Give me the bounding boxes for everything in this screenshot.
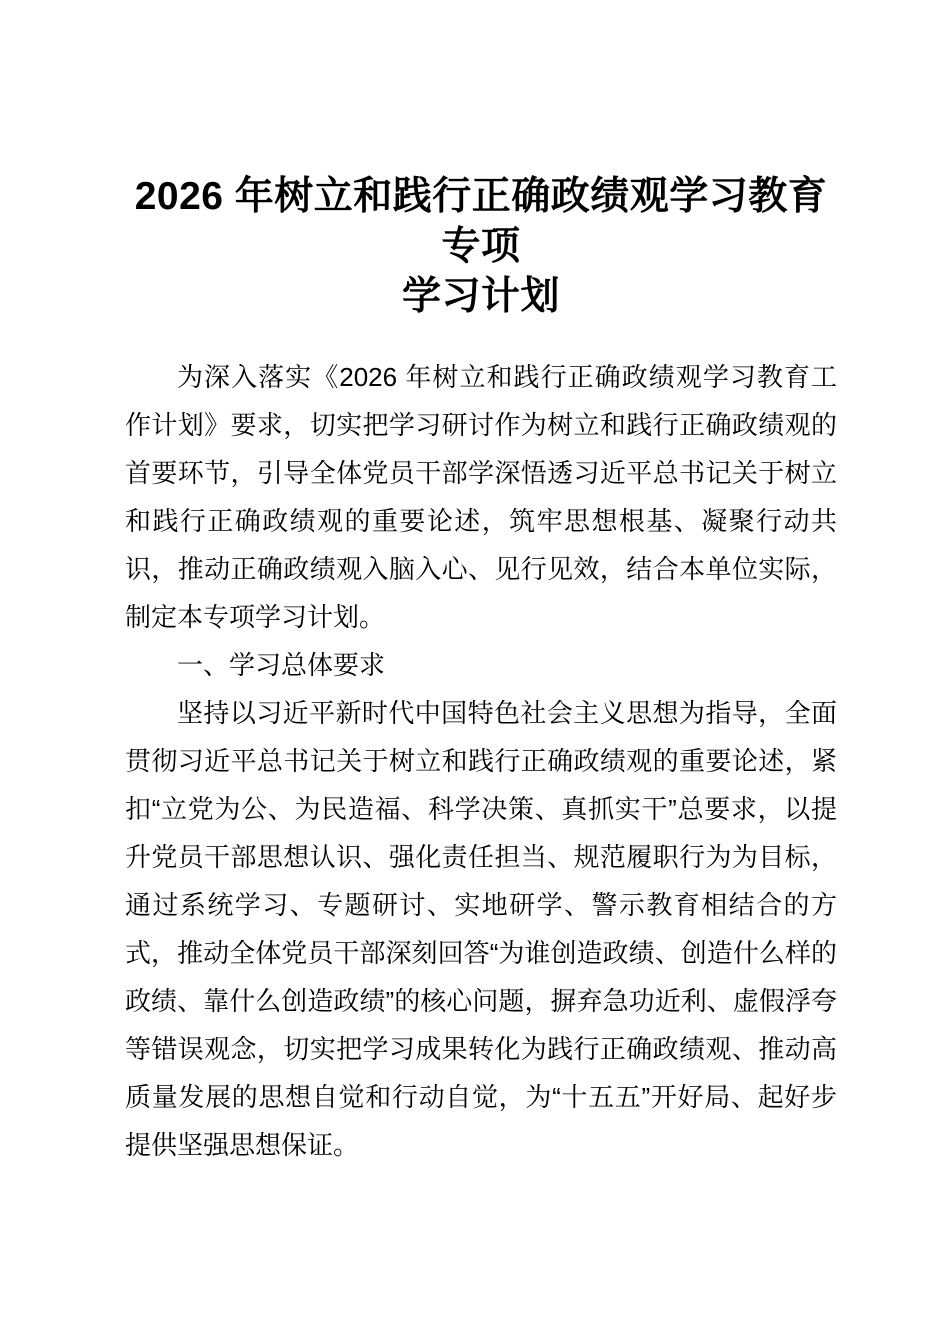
paragraph-overall-requirements: 坚持以习近平新时代中国特色社会主义思想为指导，全面贯彻习近平总书记关于树立和践行正确政绩观的重要论述，紧扣“立党为公、为民造福、科学决策、真抓实干”总要求，以提升党员干部思想认识、强化责任担当、规范履职行为为目标，通过系统学习、专题研讨、实地研学、警示教育相结合的方式，推动全体党员干部深刻回答“为谁创造政绩、创造什么样的政绩、靠什么创造政绩”的核心问题，摒弃急功近利、虚假浮夸等错误观念，切实把学习成果转化为践行正确政绩观、推动高质量发展的思想自觉和行动自觉，为“十五五”开好局、起好步提供坚强思想保证。 (125, 698, 837, 1160)
title-line-2: 学习计划 (401, 275, 560, 318)
document-body (125, 353, 837, 1169)
title-line-1: 2026 年树立和践行正确政绩观学习教育专项 (134, 175, 828, 268)
paragraph-intro: 为深入落实《2026 年树立和践行正确政绩观学习教育工作计划》要求，切实把学习研讨作为树立和践行正确政绩观的首要环节，引导全体党员干部学深悟透习近平总书记关于树立和践行正确政绩观的重要论述，筑牢思想根基、凝聚行动共识，推动正确政绩观入脑入心、见行见效，结合本单位实际，制定本专项学习计划。 (125, 362, 837, 632)
document-title (125, 172, 837, 322)
section-heading-1: 一、学习总体要求 (177, 650, 386, 680)
